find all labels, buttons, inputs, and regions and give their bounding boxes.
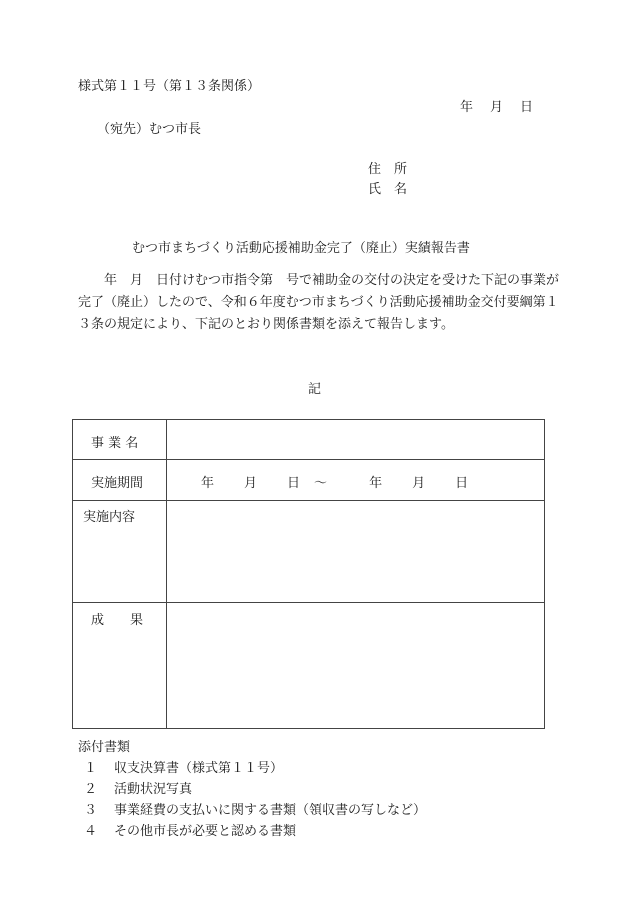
period-month2: 月 — [412, 476, 426, 491]
ki-heading: 記 — [308, 382, 322, 397]
list-item — [80, 757, 283, 776]
list-item — [80, 799, 426, 818]
row-label-period: 実施期間 — [73, 460, 167, 501]
period-day1: 日 — [287, 476, 301, 491]
name-label: 氏 名 — [368, 182, 408, 197]
attachment-num: ３ — [84, 803, 98, 818]
report-table — [72, 419, 545, 729]
table-row — [73, 420, 545, 460]
attachment-num: １ — [84, 761, 98, 776]
project-name-field[interactable] — [167, 420, 545, 460]
period-year2: 年 — [369, 476, 383, 491]
list-item — [80, 820, 296, 839]
table-row — [73, 460, 545, 501]
attachments-heading: 添付書類 — [78, 740, 131, 755]
addressee: （宛先）むつ市長 — [97, 122, 202, 137]
row-label-results: 成 果 — [73, 603, 167, 729]
document-title: むつ市まちづくり活動応援補助金完了（廃止）実績報告書 — [132, 241, 470, 256]
list-item — [80, 778, 192, 797]
period-field[interactable] — [167, 460, 545, 501]
attachment-text: その他市長が必要と認める書類 — [114, 824, 297, 839]
row-label-content: 実施内容 — [73, 501, 167, 603]
period-tilde: ～ — [314, 476, 328, 491]
attachment-num: ４ — [84, 824, 98, 839]
attachment-text: 事業経費の支払いに関する書類（領収書の写しなど） — [114, 803, 427, 818]
period-day2: 日 — [455, 476, 469, 491]
results-field[interactable] — [167, 603, 545, 729]
row-label-project: 事 業 名 — [73, 420, 167, 460]
period-month1: 月 — [244, 476, 258, 491]
table-row — [73, 501, 545, 603]
form-number: 様式第１１号（第１３条関係） — [78, 79, 261, 94]
attachment-num: ２ — [84, 782, 98, 797]
attachment-text: 活動状況写真 — [114, 782, 193, 797]
attachment-text: 収支決算書（様式第１１号） — [114, 761, 284, 776]
period-year1: 年 — [201, 476, 215, 491]
body-paragraph: 年 月 日付けむつ市指令第 号で補助金の交付の決定を受けた下記の事業が完了（廃止）したので、令和６年度むつ市まちづくり活動応援補助金交付要綱第１３条の規定により、下記のとおり関係書類を添えて報告します。 — [78, 273, 560, 332]
address-label: 住 所 — [368, 162, 408, 177]
date-line: 年 月 日 — [460, 100, 536, 115]
table-row — [73, 603, 545, 729]
content-field[interactable] — [167, 501, 545, 603]
